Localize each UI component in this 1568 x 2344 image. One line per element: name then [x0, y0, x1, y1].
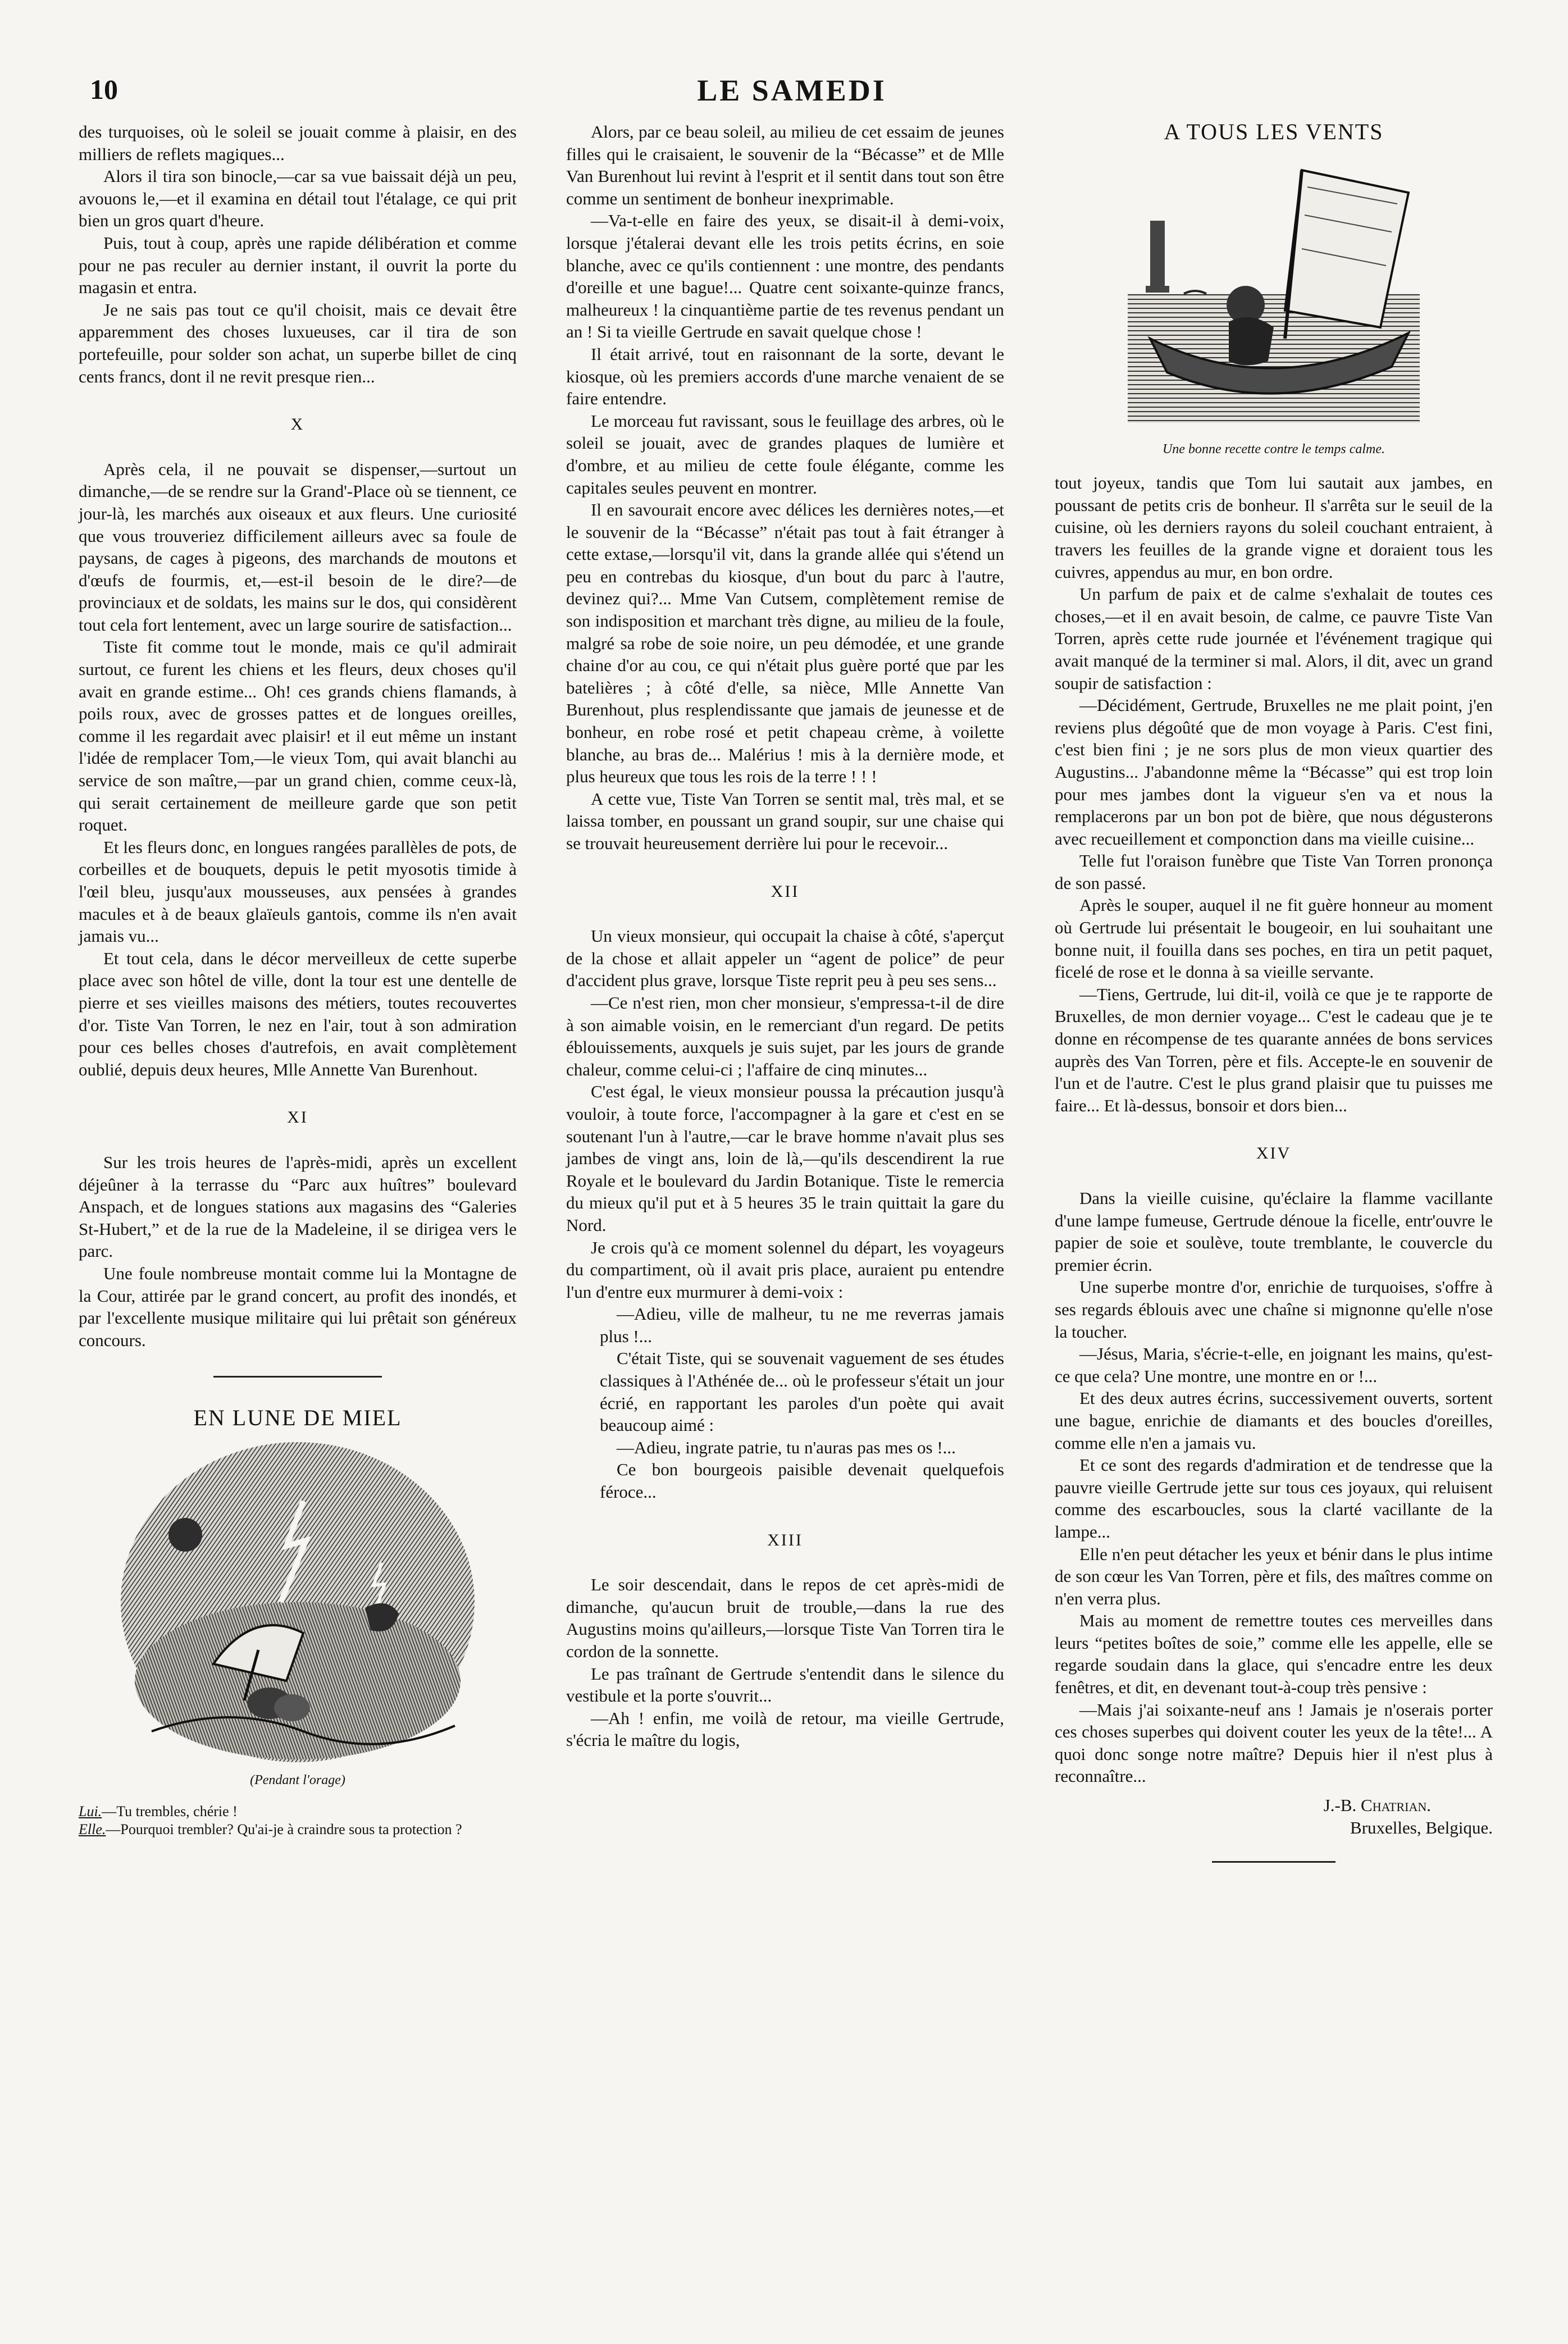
- cartoon-caption: Une bonne recette contre le temps calme.: [1162, 441, 1385, 457]
- dialogue-line-lui: [79, 1803, 517, 1821]
- quote-paragraph: —Adieu, ingrate patrie, tu n'auras pas mes os !...: [617, 1437, 956, 1457]
- speaker-label: Lui.: [79, 1803, 102, 1820]
- paragraph: Mais au moment de remettre toutes ces merveilles dans leurs “petites boîtes de soie,” comme elle les appelle, elle se regarde soudain dans la glace, qui s'encadre entre les deux fenêtres, et dit, en devenant tout-à-coup très pensive :: [1055, 1611, 1493, 1698]
- paragraph: Un vieux monsieur, qui occupait la chaise à côté, s'aperçut de la chose et allait appeler un “agent de police” de peur d'accident plus grave, lorsque Tiste reprit peu à peu ses sens...: [566, 926, 1004, 991]
- author-signature: [1055, 1794, 1493, 1839]
- paragraph: —Tiens, Gertrude, lui dit-il, voilà ce que je te rapporte de Bruxelles, de mon dernier voyage... C'est le cadeau que je te donne en récompense de tes quarante années de bons services auprès des Van Torren, père et fils. Accepte-le en souvenir de l'un et de l'autre. C'est le plus grand plaisir que tu puisses me faire... Et là-dessus, bonsoir et dors bien...: [1055, 984, 1493, 1115]
- paragraph: Telle fut l'oraison funèbre que Tiste Van Torren prononça de son passé.: [1055, 851, 1493, 893]
- paragraph: Et les fleurs donc, en longues rangées parallèles de pots, de corbeilles et de bouquets, depuis le petit myosotis timide à l'œil bleu, jusqu'aux mousseuses, aux pensées à grandes macules et à de beaux glaïeuls gantois, comme ils n'en avait jamais vu...: [79, 837, 517, 946]
- paragraph: Et des deux autres écrins, successivement ouverts, sortent une bague, enrichie de diamants et des boucles d'oreilles, comme elle n'en a jamais vu.: [1055, 1388, 1493, 1453]
- quote-paragraph: —Adieu, ville de malheur, tu ne me reverras jamais plus !...: [600, 1304, 1004, 1346]
- section-heading-xii: XII: [771, 882, 800, 901]
- paragraph: Tiste fit comme tout le monde, mais ce qu'il admirait surtout, ce furent les chiens et les fleurs, deux choses qu'il avait en grande estime... Oh! ces grands chiens flamands, à poils roux, avec de grosses pattes et de longues oreilles, comme il les regardait avec plaisir! et il eut même un instant l'idée de remplacer Tom,—le vieux Tom, qui avait blanchi au service de son maître,—par un grand chien, comme ceux-là, qui serait certainement de meilleure garde que son petit roquet.: [79, 637, 517, 835]
- paragraph: C'est égal, le vieux monsieur poussa la précaution jusqu'à vouloir, à toute force, l'accompagner à la gare et c'est en se soutenant l'un à l'autre,—car le brave homme n'avait plus ses jambes de vingt ans, loin de là,—qu'ils descendirent la rue Royale et le boulevard du Jardin Botanique. Tiste le remercia du mieux qu'il put et à 5 heures 35 le train quittait la gare du Nord.: [566, 1082, 1004, 1235]
- paragraph: Après le souper, auquel il ne fit guère honneur au moment où Gertrude lui présentait le bougeoir, en lui souhaitant une bonne nuit, il fouilla dans ses poches, en tira un petit paquet, ficelé de rose et le donna à sa vieille servante.: [1055, 895, 1493, 982]
- divider: [1212, 1861, 1335, 1863]
- cartoon-en-lune-de-miel: [79, 1407, 517, 1839]
- paragraph: Il était arrivé, tout en raisonnant de la sorte, devant le kiosque, où les premiers accords d'une marche venaient de se faire entendre.: [566, 344, 1004, 409]
- author-name: J.-B. Chatrian.: [1323, 1795, 1431, 1816]
- paragraph: A cette vue, Tiste Van Torren se sentit mal, très mal, et se laissa tomber, en poussant un grand soupir, sur une chaise qui se trouvait heureusement derrière lui pour le recevoir...: [566, 788, 1004, 853]
- section-heading-xiii: XIII: [767, 1530, 803, 1549]
- quote-paragraph: C'était Tiste, qui se souvenait vaguement de ses études classiques à l'Athénée de... où le professeur s'était un jour écrié, en rapportant les paroles d'un poète qui avait beaucoup aimé :: [600, 1348, 1004, 1435]
- section-heading-xi: XI: [287, 1108, 308, 1127]
- cartoon-caption: (Pendant l'orage): [250, 1772, 345, 1787]
- section-heading-x: X: [290, 415, 305, 434]
- paragraph: Un parfum de paix et de calme s'exhalait de toutes ces choses,—et il en avait besoin, de calme, ce pauvre Tiste Van Torren, après cette rude journée et l'événement tragique qui avait manqué de la terminer si mal. Alors, il dit, avec un grand soupir de satisfaction :: [1055, 584, 1493, 693]
- paragraph: —Décidément, Gertrude, Bruxelles ne me plait point, j'en reviens plus dégoûté que de mon voyage à Paris. C'est fini, c'est bien fini ; je ne sors plus de mon vieux quartier des Augustins... J'abandonne même la “Bécasse” qui est trop loin pour mes jambes dont la vigueur s'en va et nous la remplacerons par un bon pot de bière, que nous dégusterons avec recueillement et componction dans ma vieille cuisine...: [1055, 695, 1493, 849]
- speaker-label: Elle.: [79, 1821, 106, 1838]
- running-title: LE SAMEDI: [697, 74, 887, 107]
- paragraph: Une foule nombreuse montait comme lui la Montagne de la Cour, attirée par le grand concert, au profit des inondés, et par l'excellente musique militaire qui lui prêtait son généreux concours.: [79, 1263, 517, 1350]
- dialogue-text: —Pourquoi trembler? Qu'ai-je à craindre sous ta protection ?: [106, 1821, 462, 1838]
- paragraph: Le pas traînant de Gertrude s'entendit dans le silence du vestibule et la porte s'ouvrit...: [566, 1663, 1004, 1706]
- paragraph: Le soir descendait, dans le repos de cet après-midi de dimanche, qu'aucun bruit de trouble,—dans la rue des Augustins moins qu'ailleurs,—lorsque Tiste Van Torren tira le cordon de la sonnette.: [566, 1575, 1004, 1661]
- paragraph: —Jésus, Maria, s'écrie-t-elle, en joignant les mains, qu'est-ce que cela? Une montre, une montre en or !...: [1055, 1344, 1493, 1386]
- paragraph: Le morceau fut ravissant, sous le feuillage des arbres, où le soleil se jouait, avec de grandes plaques de lumière et d'ombre, et au milieu de cette foule élégante, comme les capitales seules peuvent en montrer.: [566, 411, 1004, 498]
- cartoon-a-tous-les-vents: [1055, 121, 1493, 460]
- column-right: [1055, 121, 1493, 1892]
- paragraph: —Ce n'est rien, mon cher monsieur, s'empressa-t-il de dire à son aimable voisin, en le remerciant d'un regard. De petits éblouissements, auxquels je suis sujet, par les jours de grande chaleur, comme celui-ci ; l'affaire de cinq minutes...: [566, 992, 1004, 1079]
- column-middle: [566, 121, 1004, 1752]
- paragraph: Sur les trois heures de l'après-midi, après un excellent déjeûner à la terrasse du “Parc aux huîtres” boulevard Anspach, et de longues stations aux magasins des “Galeries St-Hubert,” et de la rue de la Madeleine, il se dirigea vers le parc.: [79, 1152, 517, 1261]
- paragraph: Je crois qu'à ce moment solennel du départ, les voyageurs du compartiment, où il avait pris place, auraient pu entendre l'un d'entre eux murmurer à demi-voix :: [566, 1237, 1004, 1302]
- column-left: [79, 121, 517, 1839]
- paragraph: Une superbe montre d'or, enrichie de turquoises, s'offre à ses regards éblouis avec une chaîne si mignonne qu'elle n'ose la toucher.: [1055, 1277, 1493, 1342]
- author-location: Bruxelles, Belgique.: [1350, 1817, 1493, 1837]
- divider: [213, 1376, 382, 1378]
- quote-paragraph: Ce bon bourgeois paisible devenait quelquefois féroce...: [600, 1460, 1004, 1502]
- paragraph: Alors il tira son binocle,—car sa vue baissait déjà un peu, avouons le,—et il examina en détail tout l'étalage, ce qui prit bien un gros quart d'heure.: [79, 166, 517, 231]
- cartoon-title: EN LUNE DE MIEL: [193, 1405, 402, 1431]
- paragraph: Je ne sais pas tout ce qu'il choisit, mais ce devait être apparemment des choses luxueuses, car il tira de son portefeuille, pour solder son achat, un superbe billet de cinq cents francs, dont il ne revit presque rien...: [79, 299, 517, 386]
- paragraph: Et ce sont des regards d'admiration et de tendresse que la pauvre vieille Gertrude jette sur tous ces joyaux, qui reluisent comme des escarboucles, sous la clarté vacillante de la lampe...: [1055, 1455, 1493, 1542]
- paragraph: Et tout cela, dans le décor merveilleux de cette superbe place avec son hôtel de ville, dont la tour est une dentelle de pierre et ses vieilles maisons des métiers, toutes recouvertes d'or. Tiste Van Torren, le nez en l'air, tout à son admiration pour ces belles choses d'autrefois, en avait complètement oublié, depuis deux heures, Mlle Annette Van Burenhout.: [79, 948, 517, 1079]
- storm-umbrella-illustration: [118, 1439, 477, 1765]
- paragraph: —Ah ! enfin, me voilà de retour, ma vieille Gertrude, s'écria le maître du logis,: [566, 1708, 1004, 1750]
- paragraph: —Mais j'ai soixante-neuf ans ! Jamais je n'oserais porter ces choses superbes qui doivent couter les yeux de la tête!... A quoi donc songe notre maître? Depuis hier il n'est plus à reconnaître...: [1055, 1699, 1493, 1786]
- page-header: [90, 73, 1494, 112]
- dialogue-text: —Tu trembles, chérie !: [102, 1803, 238, 1820]
- sailboat-illustration: [1116, 153, 1431, 434]
- paragraph: Elle n'en peut détacher les yeux et bénir dans le plus intime de son cœur les Van Torren, père et fils, des maîtres comme on n'en verra plus.: [1055, 1544, 1493, 1608]
- paragraph: tout joyeux, tandis que Tom lui sautait aux jambes, en poussant de petits cris de bonheur. Il s'arrêta sur le seuil de la cuisine, où les derniers rayons du soleil couchant entraient, à travers les feuilles de la grande vigne et doraient tous les cuivres, appendus au mur, en bon ordre.: [1055, 473, 1493, 582]
- paragraph: Alors, par ce beau soleil, au milieu de cet essaim de jeunes filles qui le craisaient, le souvenir de la “Bécasse” et de Mlle Van Burenhout lui revint à l'esprit et il sentit dans tout son être comme un sentiment de bonheur inexprimable.: [566, 122, 1004, 208]
- paragraph: Dans la vieille cuisine, qu'éclaire la flamme vacillante d'une lampe fumeuse, Gertrude dénoue la ficelle, entr'ouvre le papier de soie et soulève, toute tremblante, le couvercle du premier écrin.: [1055, 1188, 1493, 1275]
- paragraph: Il en savourait encore avec délices les dernières notes,—et le souvenir de la “Bécasse” n'était pas tout à fait étranger à cette extase,—lorsqu'il vit, dans la grande allée qui s'étend un peu en contrebas du kiosque, d'un bout du parc à l'autre, devinez qui?... Mme Van Cutsem, complètement remise de son indisposition et marchant très digne, au milieu de la foule, malgré sa robe de soie noire, un peu démodée, et une grande chaine d'or au cou, ce qui n'était plus guère porté que par les batelières ; à côté d'elle, sa nièce, Mlle Annette Van Burenhout, plus resplendissante que jamais de jeunesse et de bonheur, en robe rosé et petit chapeau crème, à voilette blanche, au bras de... Malérius ! mis à la dernière mode, et plus heureux que tous les rois de la terre ! ! !: [566, 500, 1004, 787]
- paragraph: Après cela, il ne pouvait se dispenser,—surtout un dimanche,—de se rendre sur la Grand'-Place où se tiennent, ce jour-là, les marchés aux oiseaux et aux fleurs. Une curiosité que vous trouveriez difficilement ailleurs avec sa foule de paysans, de cages à pigeons, des marchands de moutons et d'œufs de fourmis, et,—est-il besoin de le dire?—de provinciaux et de soldats, les mains sur le dos, qui considèrent tout cela fort lentement, avec un large sourire de satisfaction...: [79, 459, 517, 635]
- paragraph: —Va-t-elle en faire des yeux, se disait-il à demi-voix, lorsque j'étalerai devant elle les trois petits écrins, en soie blanche, avec ce qu'ils contiennent : une montre, des pendants d'oreille et une bague!... Quatre cent soixante-quinze francs, malheureux ! la cinquantième partie de tes revenus pendant un an ! Si ta vieille Gertrude en savait quelque chose !: [566, 211, 1004, 342]
- paragraph: des turquoises, où le soleil se jouait comme à plaisir, en des milliers de reflets magiques...: [79, 122, 517, 164]
- cartoon-title: A TOUS LES VENTS: [1164, 119, 1384, 144]
- paragraph: Puis, tout à coup, après une rapide délibération et comme pour ne pas reculer au dernier instant, il ouvrit la porte du magasin et entra.: [79, 232, 517, 298]
- dialogue-line-elle: [79, 1821, 517, 1839]
- section-heading-xiv: XIV: [1256, 1144, 1292, 1163]
- page-number: 10: [90, 74, 118, 105]
